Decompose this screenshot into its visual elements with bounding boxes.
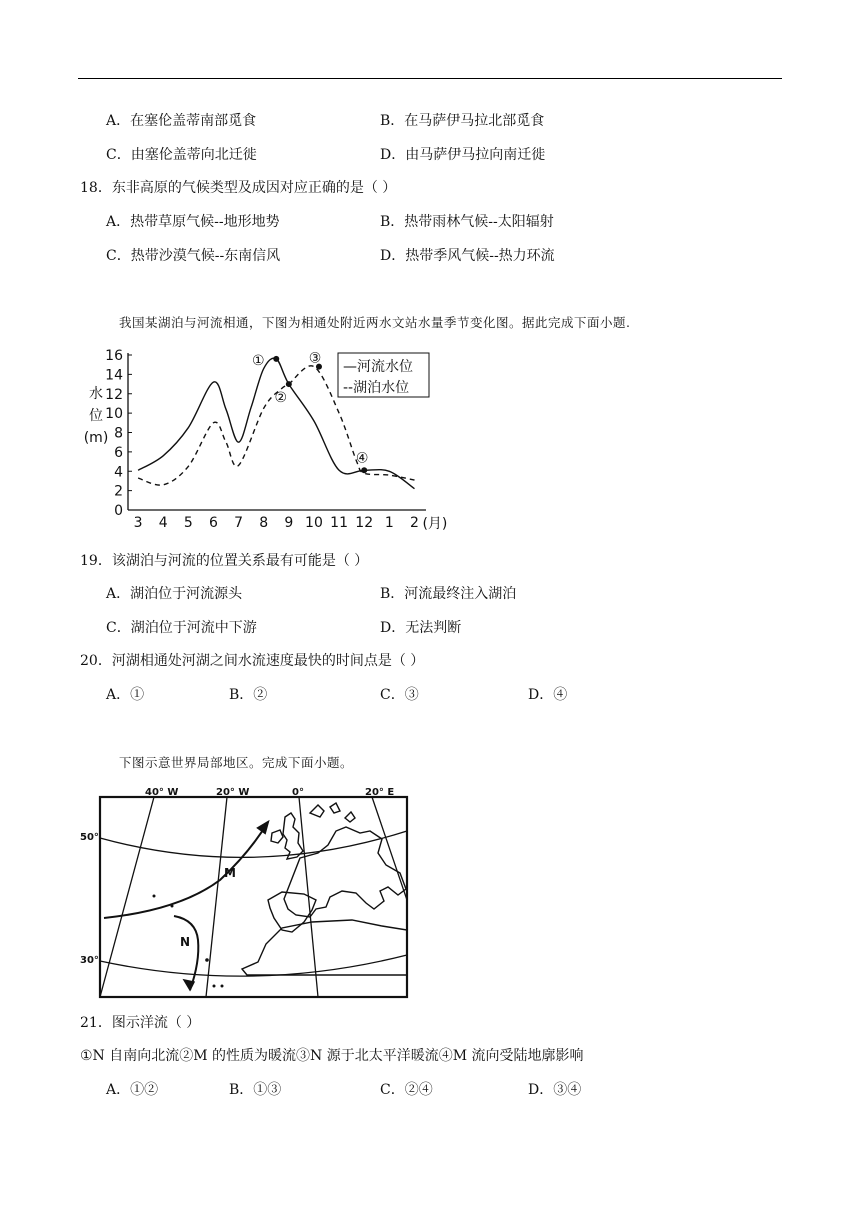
x-tick-label: 10 — [305, 515, 323, 531]
current-n-label: N — [180, 935, 191, 949]
north-africa — [242, 920, 407, 975]
x-tick-label: 4 — [158, 515, 168, 531]
lon-label-0: 0° — [292, 787, 304, 798]
q17-option-c[interactable]: C．由塞伦盖蒂向北迁徙 — [106, 147, 257, 163]
y-axis-label-part: (m) — [83, 430, 109, 446]
q19-option-d[interactable]: D．无法判断 — [380, 620, 462, 636]
q18-stem: 18．东非高原的气候类型及成因对应正确的是（ ） — [80, 180, 397, 196]
q20-option-a[interactable]: A．① — [106, 687, 145, 703]
y-axis-label-part: 水 — [89, 386, 103, 402]
current-m-label: M — [224, 866, 236, 880]
y-tick-label: 2 — [114, 483, 123, 500]
q20-option-c[interactable]: C．③ — [380, 687, 419, 703]
parallel-30n — [100, 955, 407, 976]
x-tick-label: 1 — [384, 515, 394, 531]
q18-option-a[interactable]: A．热带草原气候--地形地势 — [106, 214, 280, 230]
marked-point-label: ③ — [308, 350, 322, 367]
lat-label-30: 30° — [80, 955, 99, 966]
lat-label-50: 50° — [80, 832, 99, 843]
q20-option-b[interactable]: B．② — [229, 687, 268, 703]
legend-entry-river: —河流水位 — [343, 359, 413, 375]
q21-statement: ①N 自南向北流②M 的性质为暖流③N 源于北太平洋暖流④M 流向受陆地廓影响 — [80, 1048, 584, 1064]
q19-option-c[interactable]: C．湖泊位于河流中下游 — [106, 620, 257, 636]
q19-option-a[interactable]: A．湖泊位于河流源头 — [106, 586, 243, 602]
y-tick-label: 16 — [105, 348, 123, 364]
q20-option-d[interactable]: D．④ — [528, 687, 568, 703]
ireland — [271, 830, 283, 843]
y-axis-label-part: 位 — [89, 408, 103, 424]
europe-mainland — [284, 827, 406, 917]
q17-option-d[interactable]: D．由马萨伊马拉向南迁徙 — [380, 147, 546, 163]
x-tick-label: 6 — [208, 515, 218, 531]
marked-point-label: ① — [251, 352, 265, 369]
x-tick-label: 9 — [284, 515, 294, 531]
marked-point-label: ② — [274, 390, 288, 407]
x-tick-label: 12 — [355, 515, 374, 531]
q21-option-b[interactable]: B．①③ — [229, 1082, 282, 1098]
q21-option-d[interactable]: D．③④ — [528, 1082, 582, 1098]
scandinavia-fragments — [310, 803, 355, 822]
current-m-path — [104, 822, 268, 918]
x-tick-label: 7 — [234, 515, 244, 531]
y-tick-label: 4 — [114, 464, 123, 481]
q17-option-b[interactable]: B．在马萨伊马拉北部觅食 — [380, 113, 545, 129]
x-tick-label: 5 — [183, 515, 193, 531]
y-tick-label: 6 — [114, 444, 123, 461]
meridian-40w — [100, 797, 154, 997]
q17-option-a[interactable]: A．在塞伦盖蒂南部觅食 — [106, 113, 257, 129]
q21-option-c[interactable]: C．②④ — [380, 1082, 433, 1098]
current-n-arrowhead — [184, 980, 194, 990]
y-tick-label: 0 — [114, 503, 123, 519]
passage-intro-lake-river: 我国某湖泊与河流相通，下图为相通处附近两水文站水量季节变化图。据此完成下面小题. — [119, 315, 631, 330]
passage-intro-map: 下图示意世界局部地区。完成下面小题。 — [119, 755, 354, 770]
lon-label-20w: 20° W — [216, 787, 250, 798]
meridian-20w — [206, 797, 227, 997]
marked-point-label: ④ — [355, 450, 369, 467]
lon-label-40w: 40° W — [145, 787, 179, 798]
legend-entry-lake: --湖泊水位 — [343, 380, 410, 396]
current-n-path — [174, 916, 198, 990]
q20-stem: 20．河湖相通处河湖之间水流速度最快的时间点是（ ） — [80, 653, 425, 669]
x-tick-label: 11 — [330, 515, 348, 531]
q18-option-c[interactable]: C．热带沙漠气候--东南信风 — [106, 248, 281, 264]
x-axis-unit: (月) — [422, 516, 448, 532]
meridian-20e — [372, 797, 407, 900]
q19-option-b[interactable]: B．河流最终注入湖泊 — [380, 586, 517, 602]
y-tick-label: 14 — [105, 367, 123, 384]
x-tick-label: 2 — [410, 515, 419, 531]
q19-stem: 19．该湖泊与河流的位置关系最有可能是（ ） — [80, 553, 369, 569]
x-tick-label: 3 — [133, 515, 143, 531]
q21-option-a[interactable]: A．①② — [106, 1082, 159, 1098]
y-tick-label: 10 — [105, 406, 123, 423]
q18-option-b[interactable]: B．热带雨林气候--太阳辐射 — [380, 214, 554, 230]
x-tick-label: 8 — [259, 515, 269, 531]
current-m-arrowhead — [258, 822, 268, 833]
q21-stem: 21．图示洋流（ ） — [80, 1015, 201, 1031]
great-britain — [283, 813, 303, 859]
y-tick-label: 12 — [105, 386, 123, 403]
y-tick-label: 8 — [114, 425, 123, 442]
lon-label-20e: 20° E — [365, 787, 395, 798]
q18-option-d[interactable]: D．热带季风气候--热力环流 — [380, 248, 555, 264]
